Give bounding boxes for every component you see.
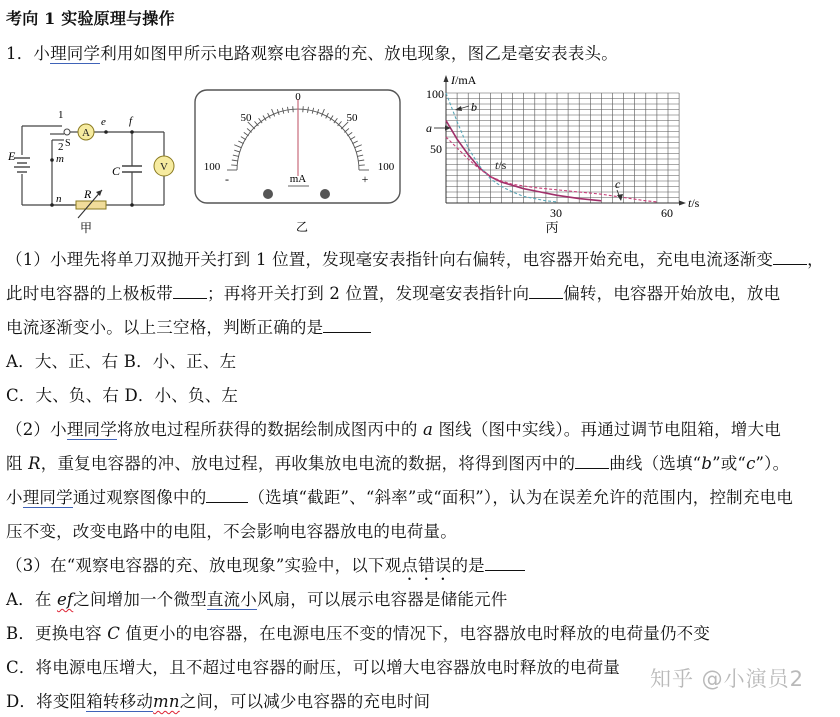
svg-text:-: -	[225, 172, 229, 186]
svg-text:1: 1	[58, 109, 64, 121]
svg-text:100: 100	[377, 161, 395, 173]
svg-text:S: S	[65, 138, 71, 149]
svg-text:n: n	[56, 193, 62, 205]
part1-options-cd: C．大、负、右 D．小、负、左	[6, 386, 239, 405]
svg-text:30: 30	[550, 206, 562, 220]
svg-text:50: 50	[346, 112, 358, 124]
part3-option-b: B．更换电容 C 值更小的电容器，在电源电压不变的情况下，电容器放电时释放的电荷量仍不变	[6, 624, 711, 643]
terminal-right-icon	[320, 189, 330, 199]
part2-line3: 小理同学通过观察图像中的 （选填“截距”、“斜率”或“面积”），认为在误差允许的范围内，控制充电电	[6, 488, 793, 507]
blank-1[interactable]	[773, 250, 807, 265]
blank-answer-3[interactable]	[485, 556, 525, 571]
svg-text:V: V	[160, 161, 168, 173]
part2-line1: （2）小理同学将放电过程所获得的数据绘制成图丙中的 a 图线（图中实线）。再通过调节电阻箱，增大电	[6, 420, 781, 439]
part3-stem: （3）在“观察电容器的充、放电现象”实验中，以下观点错误的是	[6, 552, 525, 584]
underlined-name: 理同学	[50, 44, 101, 63]
part3-option-a: A．在 ef之间增加一个微型直流小风扇，可以展示电容器是储能元件	[6, 590, 508, 609]
curve-label-b: b	[471, 100, 477, 114]
svg-text:+: +	[361, 172, 369, 186]
part1-options-ab: A．大、正、右 B．小、正、左	[6, 352, 237, 371]
milliammeter-face	[192, 88, 407, 238]
blank-5[interactable]	[206, 488, 248, 503]
question-number: 1．	[6, 44, 34, 63]
svg-text:E: E	[8, 149, 16, 163]
terminal-left-icon	[263, 189, 273, 199]
current-time-graph	[418, 72, 708, 237]
section-title: 考向 1 实验原理与操作	[6, 9, 175, 28]
part2-line4: 压不变，改变电路中的电阻，不会影响电容器放电的电荷量。	[6, 522, 457, 541]
svg-text:2: 2	[58, 141, 64, 153]
svg-text:50: 50	[430, 142, 442, 156]
svg-text:m: m	[56, 153, 64, 165]
part3-option-c: C．将电源电压增大，且不超过电容器的耐压，可以增大电容器放电时释放的电荷量	[6, 658, 621, 677]
svg-text:50: 50	[240, 112, 252, 124]
svg-text:60: 60	[661, 206, 673, 220]
blank-answer-1[interactable]	[323, 318, 371, 333]
circuit-diagram	[4, 100, 184, 235]
blank-4[interactable]	[575, 454, 609, 469]
curve-label-c: c	[615, 177, 621, 191]
blank-3[interactable]	[529, 284, 563, 299]
curve-label-a: a	[426, 121, 432, 135]
part2-line2: 阻 R，重复电容器的冲、放电过程，再收集放电电流的数据，将得到图丙中的 曲线（选填“b”或“c”）。	[6, 454, 790, 473]
svg-text:e: e	[101, 116, 106, 128]
svg-text:100: 100	[203, 161, 221, 173]
figure-caption-bing: 丙	[545, 220, 559, 235]
svg-text:t/s: t/s	[688, 196, 700, 210]
figure-caption-jia: 甲	[79, 221, 93, 235]
svg-text:t/s: t/s	[495, 158, 507, 172]
svg-text:mA: mA	[289, 173, 307, 185]
part1-line3: 电流逐渐变小。以上三空格，判断正确的是	[6, 314, 371, 338]
svg-text:C: C	[112, 164, 121, 178]
svg-text:A: A	[82, 127, 90, 139]
svg-text:I/mA: I/mA	[451, 73, 477, 87]
blank-2[interactable]	[173, 284, 207, 299]
svg-text:0: 0	[295, 91, 301, 103]
svg-text:R: R	[84, 187, 92, 201]
question-intro: 1．小理同学利用如图甲所示电路观察电容器的充、放电现象，图乙是毫安表表头。	[6, 44, 618, 63]
watermark: 知乎 @小演员2	[650, 667, 805, 691]
svg-text:f: f	[129, 115, 133, 127]
svg-text:100: 100	[426, 87, 444, 101]
part1-line1: （1）小理先将单刀双抛开关打到 1 位置，发现毫安表指针向右偏转，电容器开始充电，充电电流逐渐变 ，	[6, 250, 824, 269]
part3-option-d: D．将变阻箱转移动mn之间，可以减少电容器的充电时间	[6, 692, 431, 711]
figure-caption-yi: 乙	[295, 220, 309, 234]
part1-line2: 此时电容器的上极板带 ；再将开关打到 2 位置，发现毫安表指针向 偏转，电容器开始放电，放电	[6, 284, 781, 303]
